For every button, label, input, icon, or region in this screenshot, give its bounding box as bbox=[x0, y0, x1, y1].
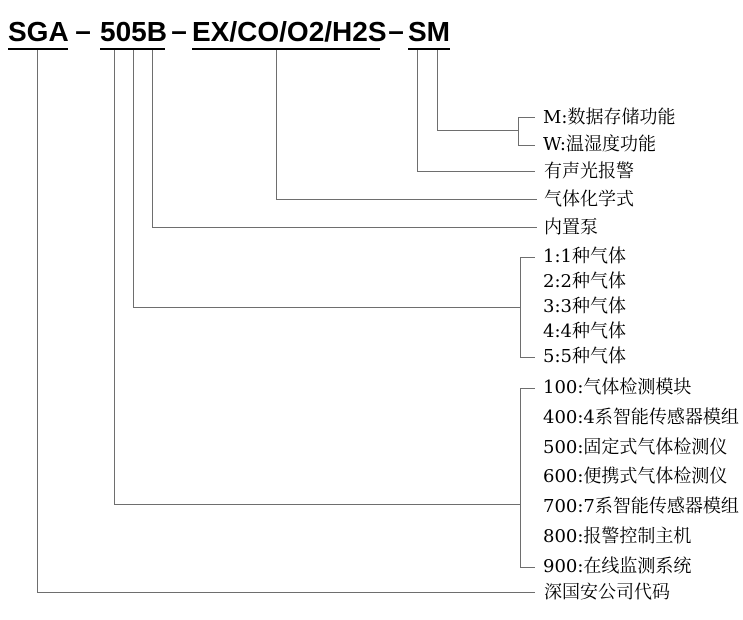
line-formula-vertical bbox=[276, 50, 277, 200]
line-gas-count-horizontal bbox=[133, 307, 520, 308]
line-formula-horizontal bbox=[276, 199, 537, 200]
series-option: 400:4系智能传感器模组 bbox=[543, 407, 739, 428]
gas-count-option: 2:2种气体 bbox=[543, 271, 626, 292]
model-separator: – bbox=[388, 15, 404, 46]
line-pump-vertical bbox=[152, 50, 153, 228]
gas-count-option: 4:4种气体 bbox=[543, 321, 626, 342]
bracket-series-tick-top bbox=[520, 388, 535, 389]
label-alarm: 有声光报警 bbox=[544, 161, 634, 182]
label-gas-formula: 气体化学式 bbox=[544, 189, 634, 210]
line-company-vertical bbox=[37, 50, 38, 593]
label-company-code: 深国安公司代码 bbox=[544, 582, 670, 603]
model-segment-brand: SGA bbox=[8, 16, 68, 50]
gas-count-option: 3:3种气体 bbox=[543, 296, 626, 317]
series-option: 100:气体检测模块 bbox=[543, 377, 692, 398]
model-segment-gas-list: EX/CO/O2/H2S bbox=[192, 16, 380, 50]
bracket-gas-count-tick-top bbox=[520, 257, 535, 258]
series-option: 600:便携式气体检测仪 bbox=[543, 466, 728, 487]
model-separator: – bbox=[171, 15, 187, 46]
bracket-gas-count-tick-bottom bbox=[520, 357, 535, 358]
line-series-vertical bbox=[114, 50, 115, 505]
line-pump-horizontal bbox=[152, 227, 537, 228]
label-temp-humidity: W:温湿度功能 bbox=[543, 134, 657, 155]
line-company-horizontal bbox=[37, 592, 535, 593]
bracket-series-vertical bbox=[520, 388, 521, 568]
gas-count-option: 1:1种气体 bbox=[543, 246, 626, 267]
line-mw-horizontal bbox=[437, 130, 518, 131]
line-series-horizontal bbox=[114, 504, 520, 505]
bracket-mw-vertical bbox=[518, 117, 519, 146]
bracket-mw-tick-top bbox=[518, 117, 535, 118]
model-segment-suffix: SM bbox=[408, 16, 450, 50]
bracket-gas-count-vertical bbox=[520, 257, 521, 358]
label-data-storage: M:数据存储功能 bbox=[543, 107, 676, 128]
line-gas-count-vertical bbox=[133, 50, 134, 308]
series-option: 500:固定式气体检测仪 bbox=[543, 437, 728, 458]
series-option: 700:7系智能传感器模组 bbox=[543, 496, 739, 517]
model-segment-series-code: 505B bbox=[100, 16, 165, 50]
gas-count-option: 5:5种气体 bbox=[543, 346, 626, 367]
bracket-mw-tick-bottom bbox=[518, 145, 535, 146]
bracket-series-tick-bottom bbox=[520, 567, 535, 568]
model-separator: – bbox=[75, 15, 91, 46]
line-alarm-vertical bbox=[417, 50, 418, 172]
line-mw-vertical bbox=[437, 50, 438, 131]
series-option: 900:在线监测系统 bbox=[543, 556, 692, 577]
series-option: 800:报警控制主机 bbox=[543, 526, 692, 547]
label-built-in-pump: 内置泵 bbox=[544, 217, 598, 238]
line-alarm-horizontal bbox=[417, 171, 535, 172]
